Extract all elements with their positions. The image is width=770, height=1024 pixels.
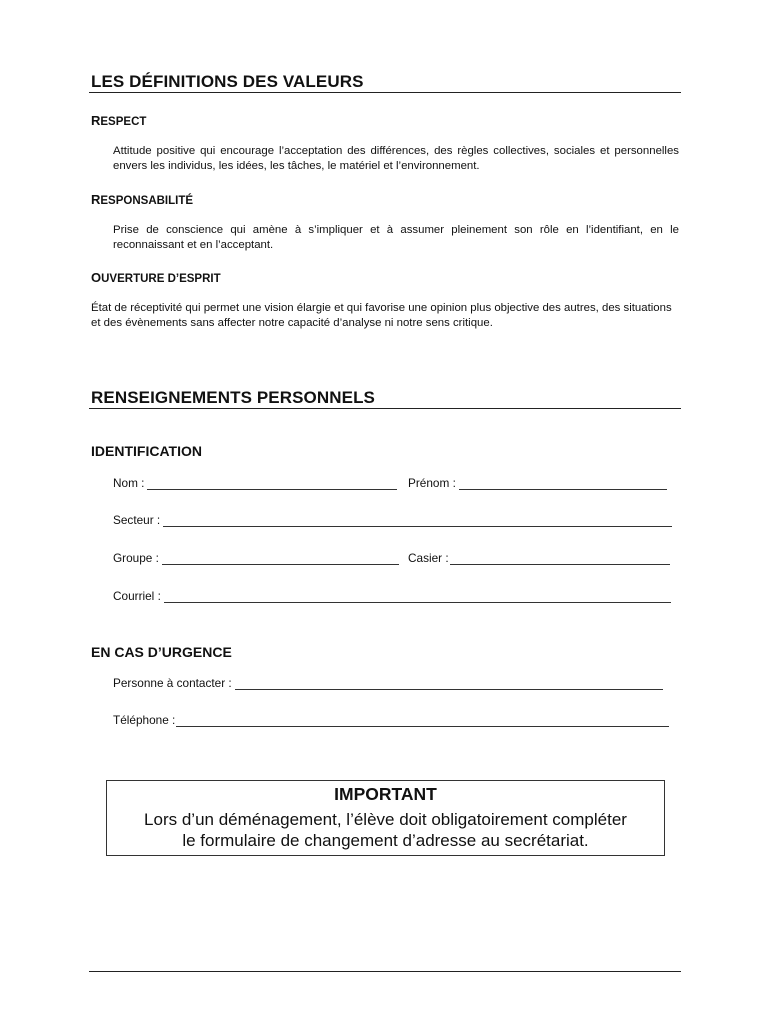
important-title: IMPORTANT	[334, 784, 437, 804]
title-rule	[89, 92, 681, 93]
prenom-input-line[interactable]	[459, 477, 667, 490]
responsabilite-heading	[91, 192, 193, 207]
ouverture-text: État de réceptivité qui permet une vision élargie et qui favorise une opinion plus objective des autres, des situations et des évènements sans affecter notre capacité d’analyse ni notre sens critique.	[91, 302, 672, 329]
ouverture-heading	[91, 270, 221, 285]
important-line-1: Lors d’un déménagement, l’élève doit obligatoirement compléter	[144, 810, 627, 829]
personne-input-line[interactable]	[235, 677, 663, 690]
groupe-label: Groupe :	[113, 551, 159, 565]
courriel-input-line[interactable]	[164, 590, 671, 603]
nom-label: Nom :	[113, 476, 145, 490]
prenom-label: Prénom :	[408, 476, 456, 490]
telephone-input-line[interactable]	[176, 714, 669, 727]
groupe-field[interactable]	[113, 551, 399, 565]
identification-heading: IDENTIFICATION	[91, 443, 202, 459]
telephone-label: Téléphone :	[113, 713, 176, 727]
casier-label: Casier :	[408, 551, 449, 565]
respect-heading-initial: R	[91, 113, 101, 128]
responsabilite-heading-initial: R	[91, 192, 101, 207]
important-text	[107, 809, 664, 851]
telephone-field[interactable]	[113, 713, 669, 727]
secteur-label: Secteur :	[113, 513, 161, 527]
urgence-heading: EN CAS D’URGENCE	[91, 644, 232, 660]
courriel-field[interactable]	[113, 589, 671, 603]
personal-title: RENSEIGNEMENTS PERSONNELS	[91, 388, 375, 407]
responsabilite-heading-rest: ESPONSABILITÉ	[100, 195, 194, 207]
groupe-input-line[interactable]	[162, 552, 399, 565]
nom-field[interactable]	[113, 476, 397, 490]
casier-field[interactable]	[408, 551, 670, 565]
definitions-title: LES DÉFINITIONS DES VALEURS	[91, 72, 364, 91]
important-box	[106, 780, 665, 856]
nom-input-line[interactable]	[147, 477, 397, 490]
respect-text: Attitude positive qui encourage l’acceptation des différences, des règles collectives, sociales et personnelles envers les individus, les idées, les tâches, le matériel et l’environnement.	[113, 145, 679, 172]
footer-rule	[89, 971, 681, 972]
respect-heading	[91, 113, 146, 128]
personne-label: Personne à contacter :	[113, 676, 232, 690]
personal-rule	[89, 408, 681, 409]
ouverture-heading-rest: UVERTURE D’ESPRIT	[101, 273, 221, 285]
respect-heading-rest: ESPECT	[100, 116, 147, 128]
secteur-input-line[interactable]	[163, 514, 672, 527]
courriel-label: Courriel :	[113, 589, 161, 603]
secteur-field[interactable]	[113, 513, 672, 527]
responsabilite-text: Prise de conscience qui amène à s’impliquer et à assumer pleinement son rôle en l’identifiant, en le reconnaissant et en l’acceptant.	[113, 224, 679, 251]
ouverture-heading-initial: O	[91, 270, 102, 285]
casier-input-line[interactable]	[450, 552, 670, 565]
prenom-field[interactable]	[408, 476, 667, 490]
personne-field[interactable]	[113, 676, 663, 690]
important-line-2: le formulaire de changement d’adresse au secrétariat.	[182, 831, 589, 850]
